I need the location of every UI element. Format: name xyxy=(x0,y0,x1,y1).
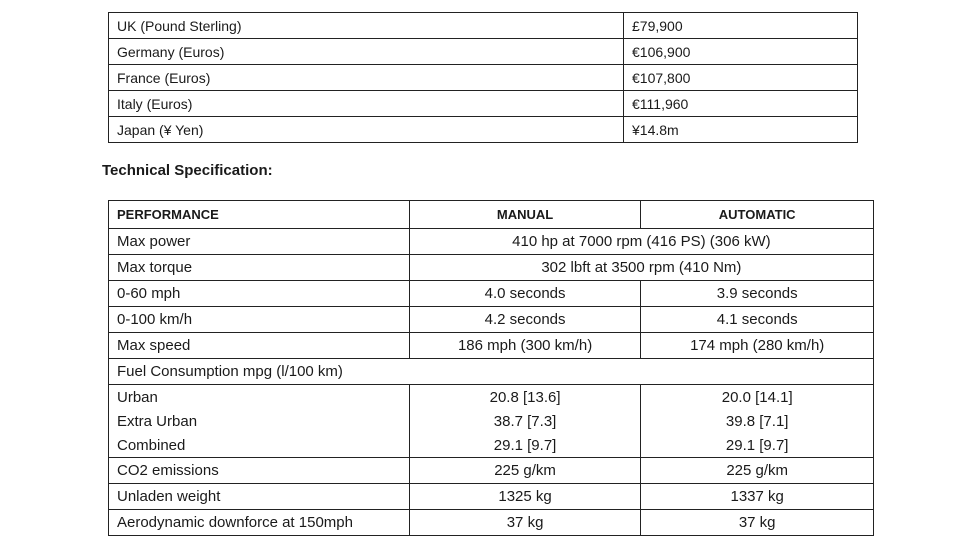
automatic-header: AUTOMATIC xyxy=(641,201,874,229)
row-label: Max power xyxy=(109,229,410,255)
manual-value: 4.2 seconds xyxy=(409,307,641,333)
manual-value: 1325 kg xyxy=(409,484,641,510)
fuel-consumption-heading: Fuel Consumption mpg (l/100 km) xyxy=(109,359,874,385)
row-label: Extra Urban xyxy=(109,409,410,433)
table-row xyxy=(109,255,874,281)
manual-value: 4.0 seconds xyxy=(409,281,641,307)
market-cell: France (Euros) xyxy=(109,65,624,91)
row-label: Combined xyxy=(109,433,410,458)
performance-header: PERFORMANCE xyxy=(109,201,410,229)
table-row xyxy=(109,333,874,359)
table-row xyxy=(109,510,874,536)
row-label: Max speed xyxy=(109,333,410,359)
row-label: 0-60 mph xyxy=(109,281,410,307)
price-table xyxy=(108,12,858,143)
table-row xyxy=(109,117,858,143)
table-row xyxy=(109,307,874,333)
manual-value: 20.8 [13.6] xyxy=(409,385,641,410)
manual-value: 225 g/km xyxy=(409,458,641,484)
section-heading: Technical Specification: xyxy=(102,162,273,179)
table-row xyxy=(109,484,874,510)
market-cell: Germany (Euros) xyxy=(109,39,624,65)
automatic-value: 174 mph (280 km/h) xyxy=(641,333,874,359)
table-row xyxy=(109,65,858,91)
automatic-value: 1337 kg xyxy=(641,484,874,510)
row-label: Aerodynamic downforce at 150mph xyxy=(109,510,410,536)
row-label: CO2 emissions xyxy=(109,458,410,484)
automatic-value: 20.0 [14.1] xyxy=(641,385,874,410)
market-cell: UK (Pound Sterling) xyxy=(109,13,624,39)
shared-value: 302 lbft at 3500 rpm (410 Nm) xyxy=(409,255,873,281)
automatic-value: 3.9 seconds xyxy=(641,281,874,307)
table-row xyxy=(109,91,858,117)
table-row xyxy=(109,229,874,255)
market-cell: Italy (Euros) xyxy=(109,91,624,117)
manual-value: 186 mph (300 km/h) xyxy=(409,333,641,359)
automatic-value: 39.8 [7.1] xyxy=(641,409,874,433)
automatic-value: 29.1 [9.7] xyxy=(641,433,874,458)
row-label: Urban xyxy=(109,385,410,410)
automatic-value: 37 kg xyxy=(641,510,874,536)
row-label: Unladen weight xyxy=(109,484,410,510)
table-row xyxy=(109,39,858,65)
price-cell: £79,900 xyxy=(624,13,858,39)
price-cell: €107,800 xyxy=(624,65,858,91)
price-cell: €106,900 xyxy=(624,39,858,65)
market-cell: Japan (¥ Yen) xyxy=(109,117,624,143)
price-cell: €111,960 xyxy=(624,91,858,117)
manual-value: 38.7 [7.3] xyxy=(409,409,641,433)
manual-header: MANUAL xyxy=(409,201,641,229)
shared-value: 410 hp at 7000 rpm (416 PS) (306 kW) xyxy=(409,229,873,255)
row-label: Max torque xyxy=(109,255,410,281)
table-row xyxy=(109,385,874,410)
manual-value: 29.1 [9.7] xyxy=(409,433,641,458)
table-row xyxy=(109,433,874,458)
automatic-value: 225 g/km xyxy=(641,458,874,484)
spec-table xyxy=(108,200,874,536)
row-label: 0-100 km/h xyxy=(109,307,410,333)
table-row xyxy=(109,281,874,307)
manual-value: 37 kg xyxy=(409,510,641,536)
table-row xyxy=(109,409,874,433)
table-row xyxy=(109,359,874,385)
automatic-value: 4.1 seconds xyxy=(641,307,874,333)
table-row xyxy=(109,13,858,39)
header-row xyxy=(109,201,874,229)
price-cell: ¥14.8m xyxy=(624,117,858,143)
table-row xyxy=(109,458,874,484)
